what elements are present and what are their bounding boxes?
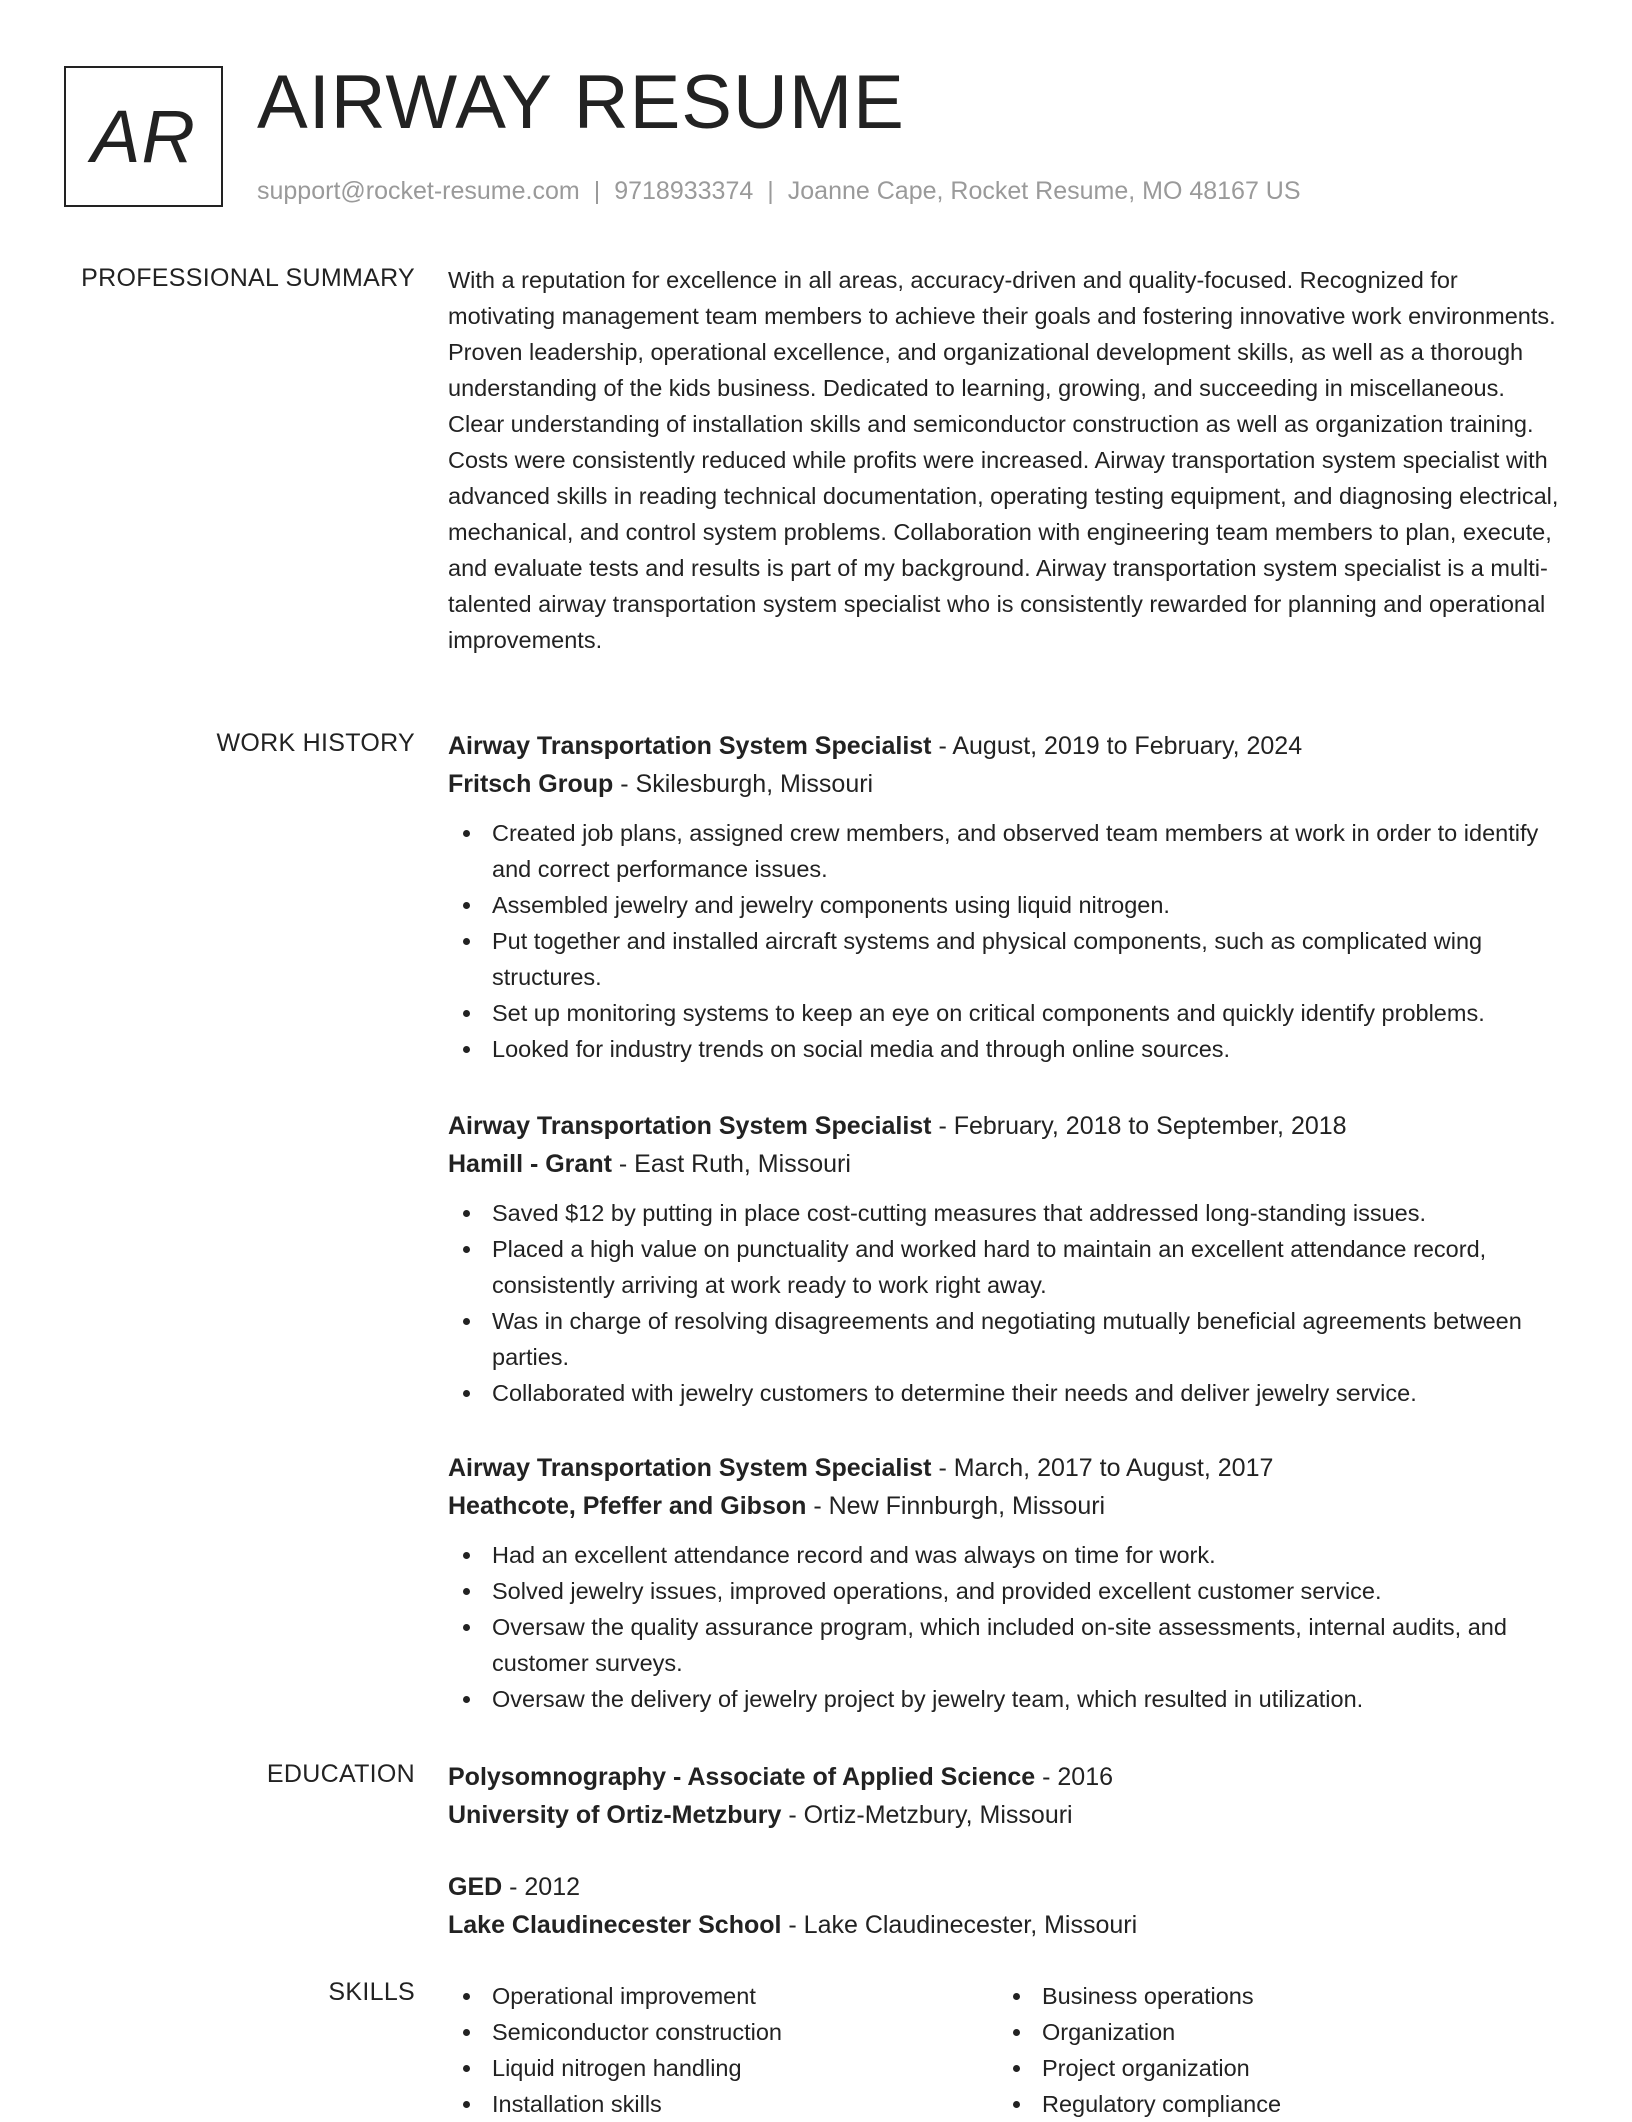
- education-school-line: [448, 1796, 1566, 1834]
- job-location: - East Ruth, Missouri: [611, 1150, 851, 1178]
- job-title-line: [448, 727, 1566, 765]
- job-title-line: [448, 1107, 1566, 1145]
- education-year: - 2012: [502, 1873, 581, 1901]
- job-bullet: Created job plans, assigned crew members, and observed team members at work in order to identify and correct performance issues.: [448, 815, 1566, 887]
- job-bullet: Collaborated with jewelry customers to determine their needs and deliver jewelry service.: [448, 1375, 1566, 1411]
- contact-separator: |: [593, 177, 601, 205]
- job-title: Airway Transportation System Specialist: [448, 1454, 932, 1482]
- job-bullets: [448, 1537, 1566, 1717]
- job-bullet: Looked for industry trends on social media and through online sources.: [448, 1031, 1566, 1067]
- skill-item: Installation skills: [448, 2086, 988, 2122]
- job-company-line: [448, 1145, 1566, 1183]
- job-title: Airway Transportation System Specialist: [448, 1112, 932, 1140]
- job-bullet: Solved jewelry issues, improved operations, and provided excellent customer service.: [448, 1573, 1566, 1609]
- education-school: University of Ortiz-Metzbury: [448, 1801, 782, 1829]
- summary-body: [448, 262, 1566, 658]
- education-location: - Ortiz-Metzbury, Missouri: [781, 1801, 1073, 1829]
- skill-item: Operational improvement: [448, 1978, 988, 2014]
- section-label-work-history: WORK HISTORY: [216, 729, 415, 757]
- education-degree-line: [448, 1758, 1566, 1796]
- initials-monogram: AR: [64, 66, 223, 207]
- job-bullet: Oversaw the delivery of jewelry project by jewelry team, which resulted in utilization.: [448, 1681, 1566, 1717]
- section-label-education: EDUCATION: [266, 1760, 415, 1788]
- skill-item: Semiconductor construction: [448, 2014, 988, 2050]
- job-bullet: Put together and installed aircraft systems and physical components, such as complicated wing structures.: [448, 923, 1566, 995]
- job-dates: - August, 2019 to February, 2024: [931, 732, 1303, 760]
- job-bullets: [448, 1195, 1566, 1411]
- job-bullet: Assembled jewelry and jewelry components using liquid nitrogen.: [448, 887, 1566, 923]
- education-school-line: [448, 1906, 1566, 1944]
- job-location: - Skilesburgh, Missouri: [613, 770, 874, 798]
- contact-separator: |: [767, 177, 774, 205]
- skill-item: Business operations: [998, 1978, 1538, 2014]
- skill-item: Organization: [998, 2014, 1538, 2050]
- job-company: Heathcote, Pfeffer and Gibson: [448, 1492, 807, 1520]
- job-bullet: Oversaw the quality assurance program, which included on-site assessments, internal audits, and customer surveys.: [448, 1609, 1566, 1681]
- job-company-line: [448, 765, 1566, 803]
- section-label-summary: PROFESSIONAL SUMMARY: [81, 264, 415, 292]
- job-bullet: Saved $12 by putting in place cost-cutting measures that addressed long-standing issues.: [448, 1195, 1566, 1231]
- job-bullet: Set up monitoring systems to keep an eye on critical components and quickly identify problems.: [448, 995, 1566, 1031]
- job-bullet: Placed a high value on punctuality and worked hard to maintain an excellent attendance record, consistently arriving at work ready to work right away.: [448, 1231, 1566, 1303]
- education-degree: GED: [448, 1873, 503, 1901]
- education-degree: Polysomnography - Associate of Applied Science: [448, 1763, 1036, 1791]
- job-dates: - March, 2017 to August, 2017: [931, 1454, 1274, 1482]
- job-title-line: [448, 1449, 1566, 1487]
- summary-text: With a reputation for excellence in all areas, accuracy-driven and quality-focused. Recognized for motivating management team members to achieve their goals and fostering innovative work environments. Proven leadership, operational excellence, and organizational development skills, as well as a thorough understanding of the kids business. Dedicated to learning, growing, and succeeding in miscellaneous. Clear understanding of installation skills and semiconductor construction as well as organization training. Costs were consistently reduced while profits were increased. Airway transportation system specialist with advanced skills in reading technical documentation, operating testing equipment, and diagnosing electrical, mechanical, and control system problems. Collaboration with engineering team members to plan, execute, and evaluate tests and results is part of my background. Airway transportation system specialist is a multi-talented airway transportation system specialist who is consistently rewarded for planning and operational improvements.: [448, 267, 1559, 653]
- job-company-line: [448, 1487, 1566, 1525]
- job-company: Hamill - Grant: [448, 1150, 612, 1178]
- job-entry: [448, 1107, 1566, 1411]
- skills-list-right: [998, 1978, 1538, 2122]
- education-location: - Lake Claudinecester, Missouri: [781, 1911, 1138, 1939]
- skill-item: Project organization: [998, 2050, 1538, 2086]
- skill-item: Liquid nitrogen handling: [448, 2050, 988, 2086]
- job-title: Airway Transportation System Specialist: [448, 732, 932, 760]
- job-bullet: Had an excellent attendance record and was always on time for work.: [448, 1537, 1566, 1573]
- education-entry: [448, 1758, 1566, 1834]
- skills-list-left: [448, 1978, 988, 2122]
- job-bullet: Was in charge of resolving disagreements and negotiating mutually beneficial agreements between parties.: [448, 1303, 1566, 1375]
- job-entry: [448, 1449, 1566, 1717]
- job-entry: [448, 727, 1566, 1067]
- section-label-skills: SKILLS: [328, 1978, 415, 2006]
- contact-email: support@rocket-resume.com: [257, 177, 580, 205]
- job-company: Fritsch Group: [448, 770, 614, 798]
- contact-address: Joanne Cape, Rocket Resume, MO 48167 US: [787, 177, 1301, 205]
- job-location: - New Finnburgh, Missouri: [806, 1492, 1106, 1520]
- contact-phone: 9718933374: [614, 177, 754, 205]
- education-year: - 2016: [1035, 1763, 1114, 1791]
- resume-name-title: AIRWAY RESUME: [257, 60, 905, 145]
- education-entry: [448, 1868, 1566, 1944]
- education-degree-line: [448, 1868, 1566, 1906]
- contact-line: [257, 175, 1301, 207]
- skill-item: Regulatory compliance: [998, 2086, 1538, 2122]
- job-bullets: [448, 815, 1566, 1067]
- education-school: Lake Claudinecester School: [448, 1911, 782, 1939]
- job-dates: - February, 2018 to September, 2018: [931, 1112, 1347, 1140]
